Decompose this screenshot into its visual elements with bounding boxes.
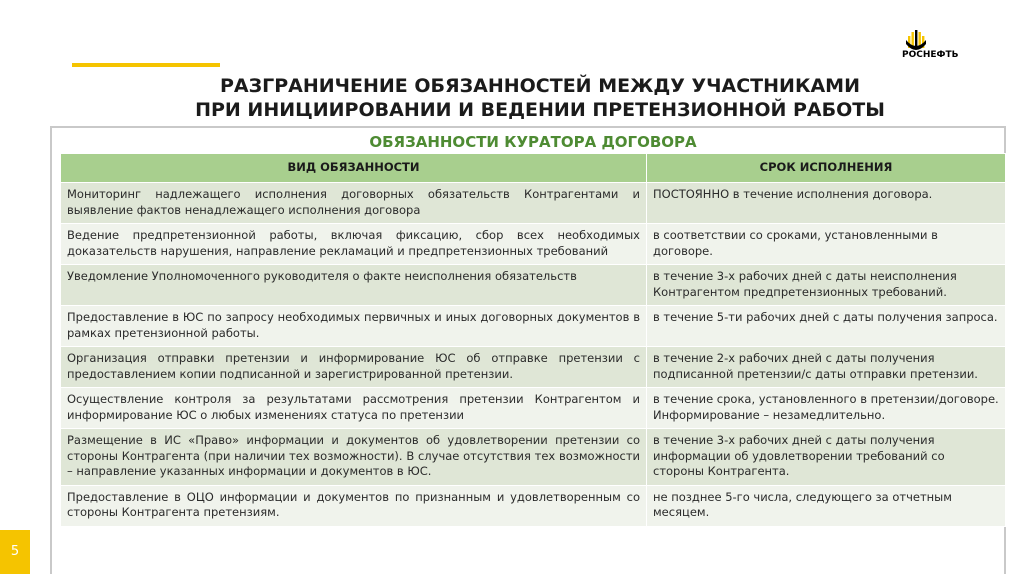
- term-cell: в течение 3-х рабочих дней с даты получения информации об удовлетворении требований со стороны Контрагента.: [647, 429, 1006, 486]
- duties-table: [60, 153, 1006, 527]
- logo-text: РОСНЕФТЬ: [902, 50, 959, 60]
- table-row: [61, 429, 1006, 486]
- table-header-row: [61, 154, 1006, 183]
- page-title-line-2: ПРИ ИНИЦИИРОВАНИИ И ВЕДЕНИИ ПРЕТЕНЗИОННОЙ РАБОТЫ: [195, 99, 885, 121]
- duty-cell: Мониторинг надлежащего исполнения договорных обязательств Контрагентами и выявление фактов ненадлежащего исполнения договора: [61, 183, 647, 224]
- column-header-term: СРОК ИСПОЛНЕНИЯ: [647, 154, 1006, 183]
- duty-cell: Уведомление Уполномоченного руководителя о факте неисполнения обязательств: [61, 265, 647, 306]
- table-row: [61, 485, 1006, 526]
- rosneft-logo: [902, 30, 1000, 66]
- duty-cell: Предоставление в ЮС по запросу необходимых первичных и иных договорных документов в рамках претензионной работы.: [61, 306, 647, 347]
- table-row: [61, 183, 1006, 224]
- duty-cell: Предоставление в ОЦО информации и документов по признанным и удовлетворенным со стороны Контрагента претензиям.: [61, 485, 647, 526]
- duty-cell: Организация отправки претензии и информирование ЮС об отправке претензии с предоставлением копии подписанной и зарегистрированной претензии.: [61, 347, 647, 388]
- duty-cell: Ведение предпретензионной работы, включая фиксацию, сбор всех необходимых доказательств нарушения, направление рекламаций и предпретензионных требований: [61, 224, 647, 265]
- page-title: [140, 74, 940, 122]
- page-title-line-1: РАЗГРАНИЧЕНИЕ ОБЯЗАННОСТЕЙ МЕЖДУ УЧАСТНИКАМИ: [219, 75, 860, 97]
- term-cell: в соответствии со сроками, установленными в договоре.: [647, 224, 1006, 265]
- term-cell: в течение 5-ти рабочих дней с даты получения запроса.: [647, 306, 1006, 347]
- term-cell: в течение срока, установленного в претензии/договоре. Информирование – незамедлительно.: [647, 388, 1006, 429]
- term-cell: в течение 2-х рабочих дней с даты получения подписанной претензии/с даты отправки претензии.: [647, 347, 1006, 388]
- term-cell: ПОСТОЯННО в течение исполнения договора.: [647, 183, 1006, 224]
- table-row: [61, 265, 1006, 306]
- duty-cell: Размещение в ИС «Право» информации и документов об удовлетворении претензии со стороны Контрагента (при наличии тех возможности). В случае отсутствия тех возможности – направление указанных информации и документов в ЮС.: [61, 429, 647, 486]
- term-cell: не позднее 5-го числа, следующего за отчетным месяцем.: [647, 485, 1006, 526]
- title-accent-line: [72, 63, 220, 67]
- table-row: [61, 306, 1006, 347]
- duty-cell: Осуществление контроля за результатами рассмотрения претензии Контрагентом и информирование ЮС о любых изменениях статуса по претензии: [61, 388, 647, 429]
- table-row: [61, 224, 1006, 265]
- table-row: [61, 347, 1006, 388]
- section-title: ОБЯЗАННОСТИ КУРАТОРА ДОГОВОРА: [369, 133, 697, 151]
- table-row: [61, 388, 1006, 429]
- column-header-duty: ВИД ОБЯЗАННОСТИ: [61, 154, 647, 183]
- rosneft-emblem-icon: [902, 30, 1000, 66]
- page-number: 5: [0, 530, 30, 574]
- term-cell: в течение 3-х рабочих дней с даты неисполнения Контрагентом предпретензионных требований.: [647, 265, 1006, 306]
